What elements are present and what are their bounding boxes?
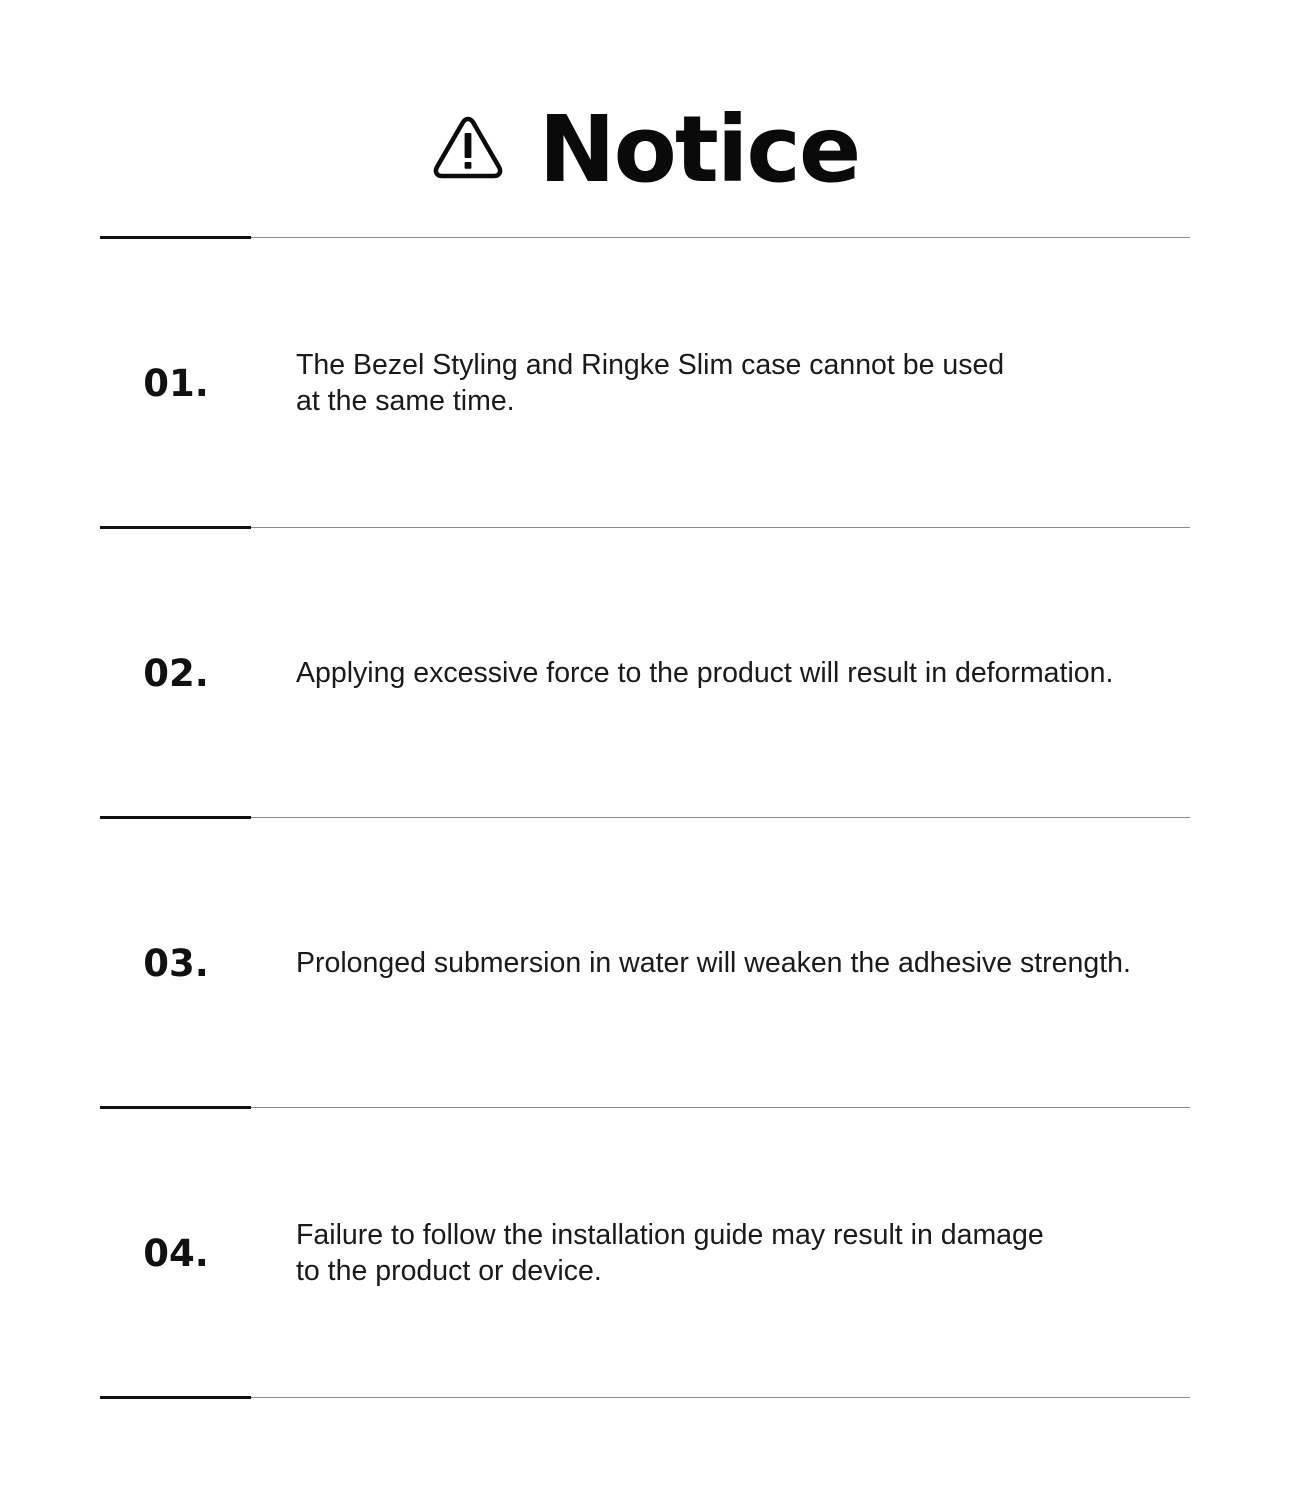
item-text (296, 1110, 1156, 1396)
notice-item-2 (100, 530, 1190, 816)
notice-item-3 (100, 820, 1190, 1106)
item-number: 02. (143, 651, 209, 695)
item-text (296, 820, 1156, 1106)
item-text-line: to the product or device. (296, 1255, 602, 1287)
item-text-line: The Bezel Styling and Ringke Slim case cannot be used (296, 349, 1005, 381)
notice-header (0, 96, 1290, 203)
item-text (296, 530, 1156, 816)
page-title: Notice (538, 96, 860, 203)
item-text-line: Prolonged submersion in water will weaken the adhesive strength. (296, 947, 1131, 979)
item-text-line: Applying excessive force to the product will result in deformation. (296, 657, 1114, 689)
item-number: 04. (143, 1231, 209, 1275)
item-text-line: at the same time. (296, 385, 515, 417)
warning-triangle-icon (431, 113, 505, 181)
item-number: 03. (143, 941, 209, 985)
divider (100, 1396, 1190, 1400)
item-text-line: Failure to follow the installation guide may result in damage (296, 1219, 1044, 1251)
notice-item-4 (100, 1110, 1190, 1396)
item-number: 01. (143, 361, 209, 405)
item-text (296, 240, 1156, 526)
notice-item-1 (100, 240, 1190, 526)
